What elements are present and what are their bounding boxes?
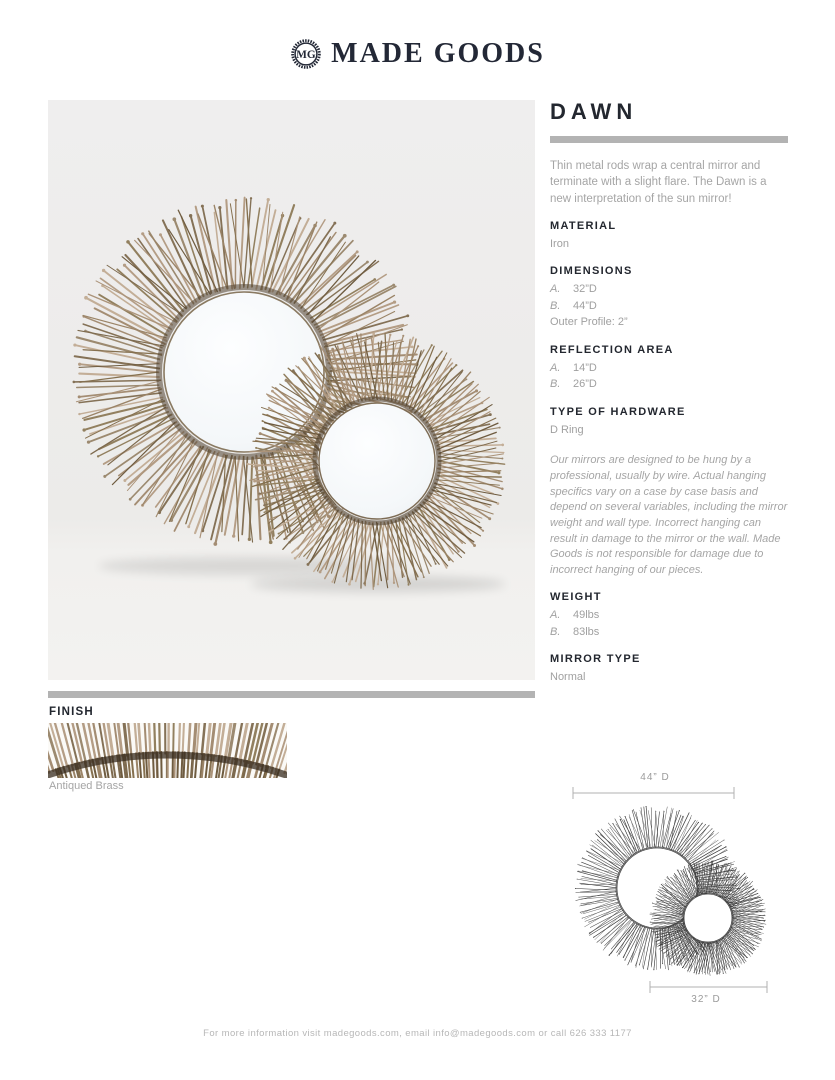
spec-heading: MIRROR TYPE [550,653,641,666]
spec-item-value: 49lbs [573,609,600,622]
spec-item-label: A. [550,609,561,622]
product-photo [48,100,535,680]
spec-line [550,360,788,377]
spec-item-value: Iron [550,237,569,250]
brand-logo [0,38,835,70]
spec-item-value: Outer Profile: 2” [550,316,628,329]
hanging-disclaimer: Our mirrors are designed to be hung by a professional, usually by wire. Actual hanging specifics vary on a case by case basis and depend on several variables, including the mirror weight and wall type. Incorrect hanging can result in damage to the mirror or the wall. Made Goods is not responsible for damage due to incorrect hanging of our pieces. [550,454,788,576]
dimension-label-44: 44” D [640,772,670,783]
spec-heading: REFLECTION AREA [550,343,674,356]
spec-item-value: 83lbs [573,625,600,638]
spec-item-label: A. [550,361,561,374]
section-divider [48,691,535,698]
spec-item-value: 32”D [573,283,597,296]
product-description: Thin metal rods wrap a central mirror and terminate with a slight flare. The Dawn is a new interpretation of the sun mirror! [550,160,767,205]
spec-heading: TYPE OF HARDWARE [550,405,686,418]
spec-line [550,314,788,331]
spec-line [550,669,788,686]
title-divider [550,136,788,143]
brand-name: MADE GOODS [331,38,545,69]
spec-item-label: B. [550,378,561,391]
dimension-drawing [563,772,803,1017]
spec-item-label: A. [550,283,561,296]
finish-swatch [48,723,287,778]
spec-item-value: D Ring [550,423,584,436]
spec-line [550,236,788,253]
dimension-label-32: 32” D [691,994,721,1005]
spec-item-value: 14”D [573,361,597,374]
spec-sections [550,220,788,686]
spec-item-label: B. [550,625,561,638]
spec-item-value: 26”D [573,378,597,391]
spec-line [550,281,788,298]
spec-heading: DIMENSIONS [550,265,633,278]
made-goods-monogram-icon [290,38,322,70]
spec-line [550,422,788,439]
spec-heading: WEIGHT [550,591,602,604]
footer-contact: For more information visit madegoods.com, email info@madegoods.com or call 626 333 1177 [203,1028,632,1039]
finish-heading: FINISH [49,706,94,718]
spec-column [550,101,788,686]
spec-line [550,298,788,315]
spec-heading: MATERIAL [550,219,617,232]
product-title: DAWN [550,99,638,124]
finish-name: Antiqued Brass [49,780,124,792]
svg-text:MG: MG [296,49,316,62]
spec-item-value: 44”D [573,299,597,312]
spec-item-label: B. [550,299,561,312]
spec-line [550,607,788,624]
spec-line [550,376,788,393]
spec-item-value: Normal [550,671,586,684]
spec-line [550,624,788,641]
